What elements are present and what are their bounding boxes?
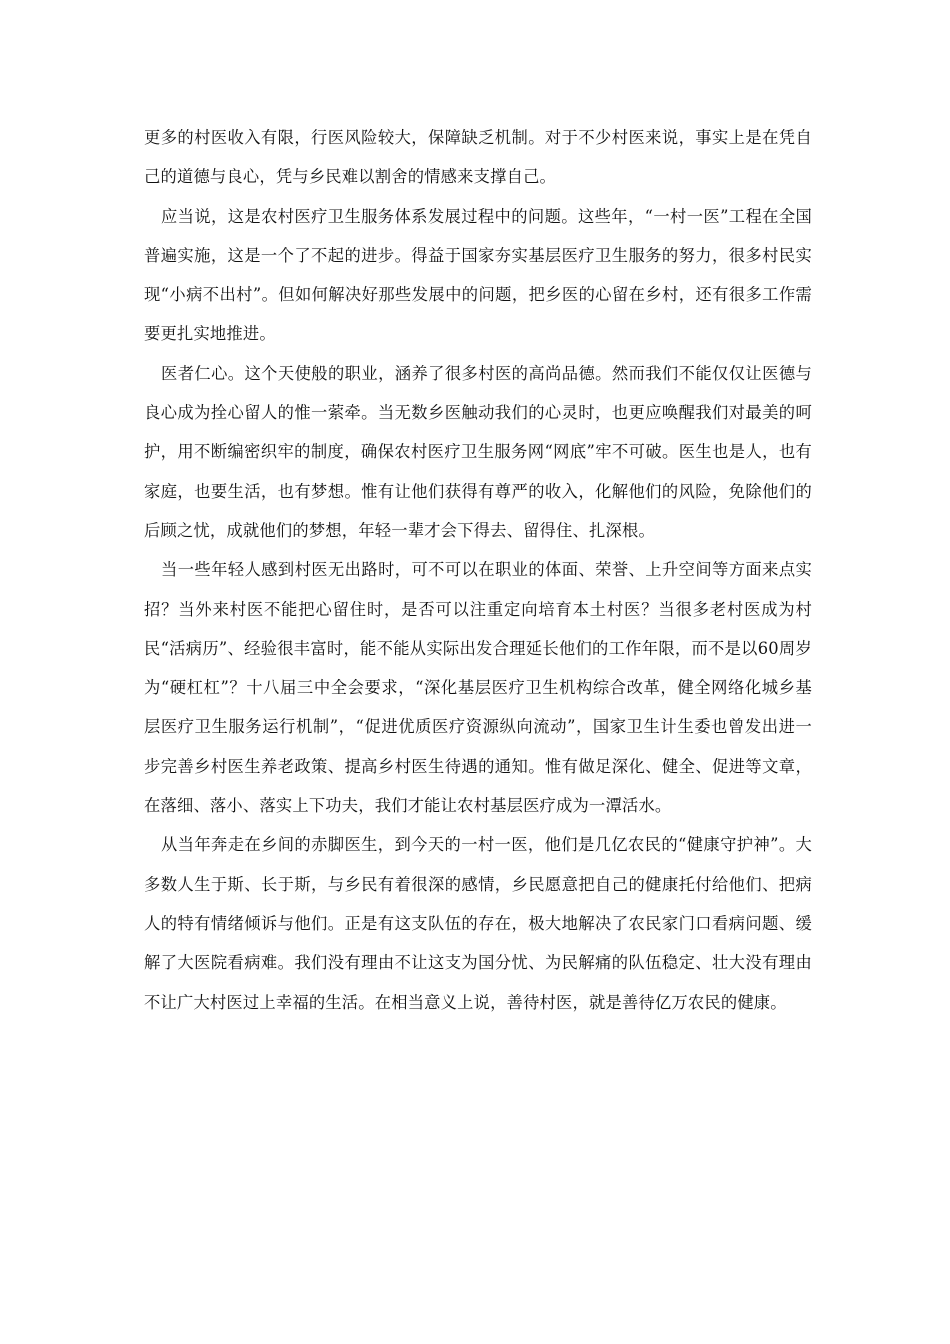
article-body	[144, 118, 812, 1022]
paragraph: 当一些年轻人感到村医无出路时，可不可以在职业的体面、荣誉、上升空间等方面来点实招？当外来村医不能把心留住时，是否可以注重定向培育本土村医？当很多老村医成为村民“活病历”、经验很丰富时，能不能从实际出发合理延长他们的工作年限，而不是以60周岁为“硬杠杠”？十八届三中全会要求，“深化基层医疗卫生机构综合改革，健全网络化城乡基层医疗卫生服务运行机制”，“促进优质医疗资源纵向流动”，国家卫生计生委也曾发出进一步完善乡村医生养老政策、提高乡村医生待遇的通知。惟有做足深化、健全、促进等文章，在落细、落小、落实上下功夫，我们才能让农村基层医疗成为一潭活水。	[144, 560, 812, 816]
paragraph: 从当年奔走在乡间的赤脚医生，到今天的一村一医，他们是几亿农民的“健康守护神”。大多数人生于斯、长于斯，与乡民有着很深的感情，乡民愿意把自己的健康托付给他们、把病人的特有情绪倾诉与他们。正是有这支队伍的存在，极大地解决了农民家门口看病问题、缓解了大医院看病难。我们没有理由不让这支为国分忧、为民解痛的队伍稳定、壮大没有理由不让广大村医过上幸福的生活。在相当意义上说，善待村医，就是善待亿万农民的健康。	[144, 835, 812, 1012]
paragraph: 医者仁心。这个天使般的职业，涵养了很多村医的高尚品德。然而我们不能仅仅让医德与良心成为拴心留人的惟一萦牵。当无数乡医触动我们的心灵时，也更应唤醒我们对最美的呵护，用不断编密织牢的制度，确保农村医疗卫生服务网“网底”牢不可破。医生也是人，也有家庭，也要生活，也有梦想。惟有让他们获得有尊严的收入，化解他们的风险，免除他们的后顾之忧，成就他们的梦想，年轻一辈才会下得去、留得住、扎深根。	[144, 363, 812, 540]
paragraph: 应当说，这是农村医疗卫生服务体系发展过程中的问题。这些年，“一村一医”工程在全国普遍实施，这是一个了不起的进步。得益于国家夯实基层医疗卫生服务的努力，很多村民实现“小病不出村”。但如何解决好那些发展中的问题，把乡医的心留在乡村，还有很多工作需要更扎实地推进。	[144, 206, 812, 344]
paragraph-continued: 更多的村医收入有限，行医风险较大，保障缺乏机制。对于不少村医来说，事实上是在凭自己的道德与良心，凭与乡民难以割舍的情感来支撑自己。	[144, 128, 812, 187]
